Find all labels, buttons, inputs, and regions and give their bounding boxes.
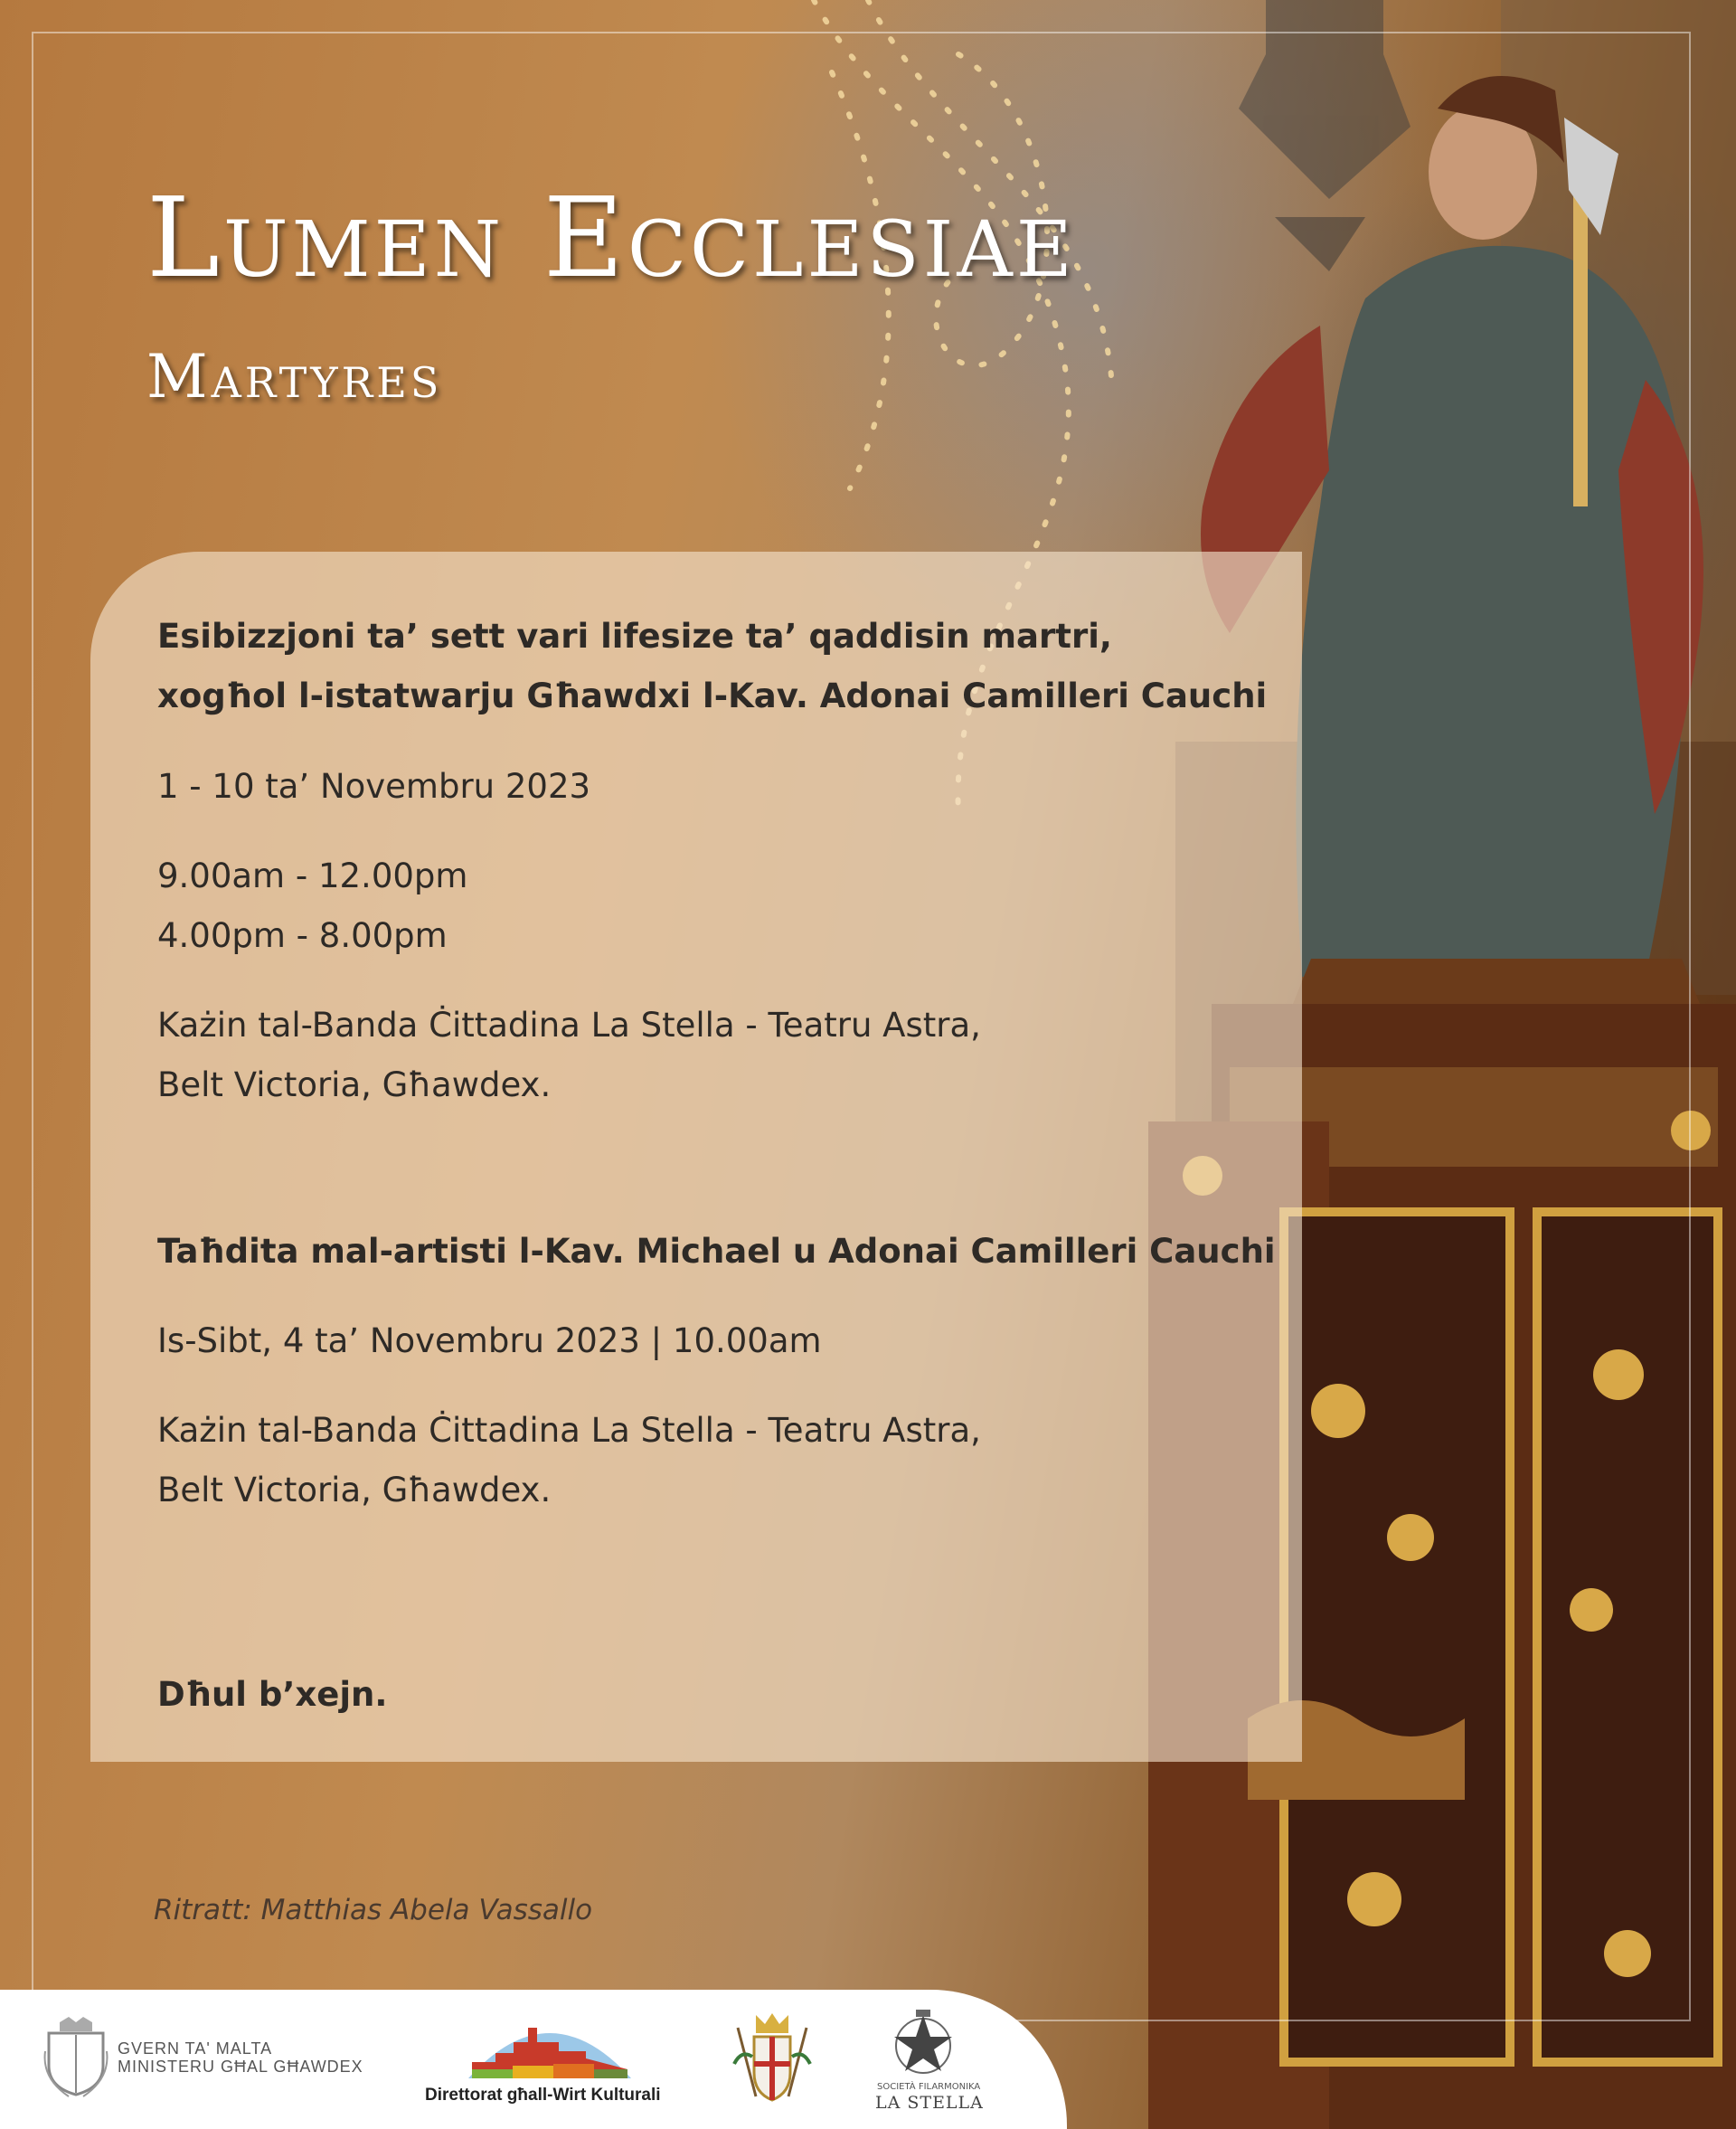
cultural-heritage-directorate-logo-icon <box>459 2006 640 2082</box>
page-title: Lumen Ecclesiae <box>146 174 1076 302</box>
talk-venue-line1: Każin tal-Banda Ċittadina La Stella - Teatru Astra, <box>157 1411 981 1450</box>
talk-datetime: Is-Sibt, 4 ta’ Novembru 2023 | 10.00am <box>157 1321 822 1360</box>
photo-credit: Ritratt: Matthias Abela Vassallo <box>154 1894 593 1926</box>
society-label: SOCIETÀ FILARMONIKA <box>877 2082 981 2092</box>
exhibition-venue-line1: Każin tal-Banda Ċittadina La Stella - Teatru Astra, <box>157 1006 981 1045</box>
free-entry-note: Dħul b’xejn. <box>157 1675 388 1714</box>
la-stella-star-emblem-icon <box>891 2010 956 2077</box>
society-name: LA STELLA <box>875 2093 984 2113</box>
malta-government-crest-icon <box>42 2015 110 2098</box>
exhibition-description-line1: Esibizzjoni ta’ sett vari lifesize ta’ qaddisin martri, <box>157 617 1112 656</box>
exhibition-venue-line2: Belt Victoria, Għawdex. <box>157 1065 552 1104</box>
exhibition-dates: 1 - 10 ta’ Novembru 2023 <box>157 767 591 806</box>
victoria-coat-of-arms-icon <box>729 2010 816 2107</box>
ministry-label: MINISTERU GĦAL GĦAWDEX <box>118 2058 363 2076</box>
directorate-label: Direttorat għall-Wirt Kulturali <box>425 2086 661 2105</box>
info-panel <box>90 552 1302 1762</box>
exhibition-description-line2: xogħol l-istatwarju Għawdxi l-Kav. Adonai Camilleri Cauchi <box>157 677 1268 715</box>
government-label: GVERN TA' MALTA <box>118 2039 273 2058</box>
talk-venue-line2: Belt Victoria, Għawdex. <box>157 1471 552 1509</box>
exhibition-time-evening: 4.00pm - 8.00pm <box>157 916 448 955</box>
exhibition-time-morning: 9.00am - 12.00pm <box>157 856 468 895</box>
talk-heading: Taħdita mal-artisti l-Kav. Michael u Adonai Camilleri Cauchi <box>157 1232 1276 1271</box>
page-subtitle: Martyres <box>146 342 443 412</box>
